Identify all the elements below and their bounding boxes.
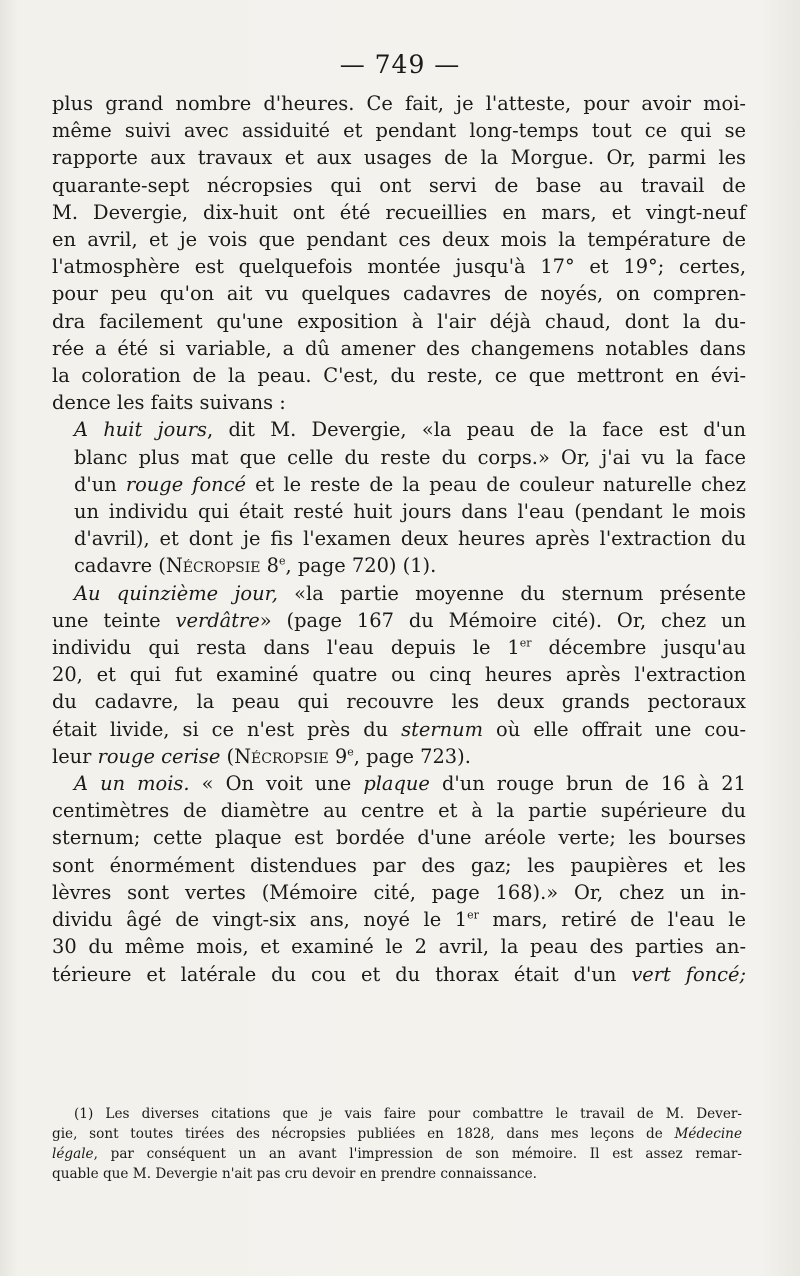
text-fragment: gie, sont toutes tirées des nécropsies publiées en 1828, dans mes leçons de — [52, 1126, 675, 1142]
text-fragment: était livide, si ce n'est près du — [52, 717, 402, 741]
superscript: er — [519, 636, 532, 650]
text-fragment: , par conséquent un an avant l'impression de son mémoire. Il est assez remar- — [93, 1146, 742, 1162]
text-line — [52, 743, 746, 770]
italic-text: sternum — [401, 717, 484, 741]
text-line: centimètres de diamètre au centre et à la partie supérieure du — [52, 799, 746, 823]
text-fragment: mars, retiré de l'eau le — [478, 908, 746, 932]
text-line: un individu qui était resté huit jours dans l'eau (pendant le mois — [74, 500, 746, 524]
text-line: lèvres sont vertes (Mémoire cité, page 168).» Or, chez un in- — [52, 880, 746, 904]
text-line: d'avril), et dont je fis l'examen deux heures après l'extraction du — [74, 527, 746, 551]
italic-text: rouge cerise — [97, 744, 221, 768]
text-fragment: « On voit une — [189, 772, 364, 796]
text-fragment: , dit M. Devergie, «la peau de la face est d'un — [207, 418, 746, 442]
text-line: 30 du même mois, et examiné le 2 avril, la peau des parties an- — [52, 935, 746, 959]
text-fragment: » (page 167 du Mémoire cité). Or, chez un — [259, 608, 746, 632]
footnote — [52, 1104, 742, 1184]
text-line — [52, 906, 746, 933]
text-line: sternum; cette plaque est bordée d'une aréole verte; les bourses — [52, 826, 746, 850]
paragraph-1 — [52, 90, 746, 416]
paragraph-4 — [52, 770, 746, 988]
text-line: dence les faits suivans : — [52, 391, 286, 415]
text-fragment: d'un — [74, 472, 126, 496]
italic-heading: A huit jours — [74, 418, 208, 442]
italic-text: plaque — [363, 772, 430, 796]
text-fragment: leur — [52, 744, 98, 768]
page-number: — 749 — — [339, 50, 461, 79]
text-fragment: , page 723). — [353, 744, 471, 768]
text-fragment: individu qui resta dans l'eau depuis le 1 — [52, 636, 520, 660]
text-fragment: ( — [220, 744, 235, 768]
text-fragment: une teinte — [52, 608, 176, 632]
text-line: l'atmosphère est quelquefois montée jusqu'à 17° et 19°; certes, — [52, 255, 746, 279]
text-line: blanc plus mat que celle du reste du corps.» Or, j'ai vu la face — [74, 445, 746, 469]
small-caps-text: Nécropsie — [234, 744, 329, 768]
text-fragment: 9 — [328, 744, 348, 768]
text-line — [52, 770, 746, 797]
text-line — [52, 634, 746, 661]
text-line: même suivi avec assiduité et pendant long-temps tout ce qui se — [52, 119, 746, 143]
italic-text: légale — [52, 1146, 94, 1162]
text-fragment: cadavre ( — [74, 554, 166, 578]
text-fragment: 8 — [260, 554, 280, 578]
text-fragment: «la partie moyenne du sternum présente — [277, 581, 746, 605]
text-line: plus grand nombre d'heures. Ce fait, je l'atteste, pour avoir moi- — [52, 92, 746, 115]
text-line: pour peu qu'on ait vu quelques cadavres de noyés, on compren- — [52, 282, 746, 306]
footnote-line — [52, 1144, 742, 1164]
text-line: dra facilement qu'une exposition à l'air déjà chaud, dont la du- — [52, 309, 746, 333]
italic-heading: A un mois. — [74, 772, 190, 796]
text-fragment: térieure et latérale du cou et du thorax était d'un — [52, 962, 632, 986]
text-line — [52, 607, 746, 634]
text-line: du cadavre, la peau qui recouvre les deux grands pectoraux — [52, 690, 746, 714]
italic-text: rouge foncé — [125, 472, 246, 496]
text-line: sont énormément distendues par des gaz; les paupières et les — [52, 853, 746, 877]
text-line — [52, 416, 746, 443]
text-line: 20, et qui fut examiné quatre ou cinq heures après l'extraction — [52, 663, 746, 687]
superscript: e — [347, 745, 354, 759]
paragraph-3 — [52, 580, 746, 770]
text-line — [52, 961, 746, 988]
text-line — [52, 580, 746, 607]
text-line: rapporte aux travaux et aux usages de la Morgue. Or, parmi les — [52, 146, 746, 170]
footnote-line: (1) Les diverses citations que je vais faire pour combattre le travail de M. Dever- — [74, 1106, 742, 1122]
italic-text: vert foncé; — [631, 962, 746, 986]
text-fragment: où elle offrait une cou- — [483, 717, 746, 741]
paragraph-2 — [52, 416, 746, 579]
italic-text: Médecine — [674, 1126, 742, 1142]
text-line: M. Devergie, dix-huit ont été recueillies en mars, et vingt-neuf — [52, 200, 746, 224]
text-fragment: décembre jusqu'au — [531, 636, 746, 660]
body-text — [52, 90, 746, 988]
superscript: er — [467, 908, 479, 922]
footnote-line — [52, 1124, 742, 1144]
text-line: quarante-sept nécropsies qui ont servi de base au travail de — [52, 173, 746, 197]
superscript: e — [279, 554, 286, 568]
text-line — [52, 471, 746, 498]
footnote-line: quable que M. Devergie n'ait pas cru devoir en prendre connaissance. — [52, 1166, 537, 1182]
italic-text: verdâtre — [175, 608, 260, 632]
text-fragment: et le reste de la peau de couleur naturelle chez — [245, 472, 746, 496]
text-line: rée a été si variable, a dû amener des changemens notables dans — [52, 336, 746, 360]
text-fragment: d'un rouge brun de 16 à 21 — [429, 772, 746, 796]
text-line: la coloration de la peau. C'est, du reste, ce que mettront en évi- — [52, 364, 746, 388]
small-caps-text: Nécropsie — [165, 554, 261, 578]
text-fragment: , page 720) (1). — [285, 554, 437, 578]
text-line — [52, 552, 746, 579]
text-line — [52, 716, 746, 743]
italic-heading: Au quinzième jour, — [74, 581, 278, 605]
text-line: en avril, et je vois que pendant ces deux mois la température de — [52, 228, 746, 252]
text-fragment: dividu âgé de vingt-six ans, noyé le 1 — [52, 908, 468, 932]
